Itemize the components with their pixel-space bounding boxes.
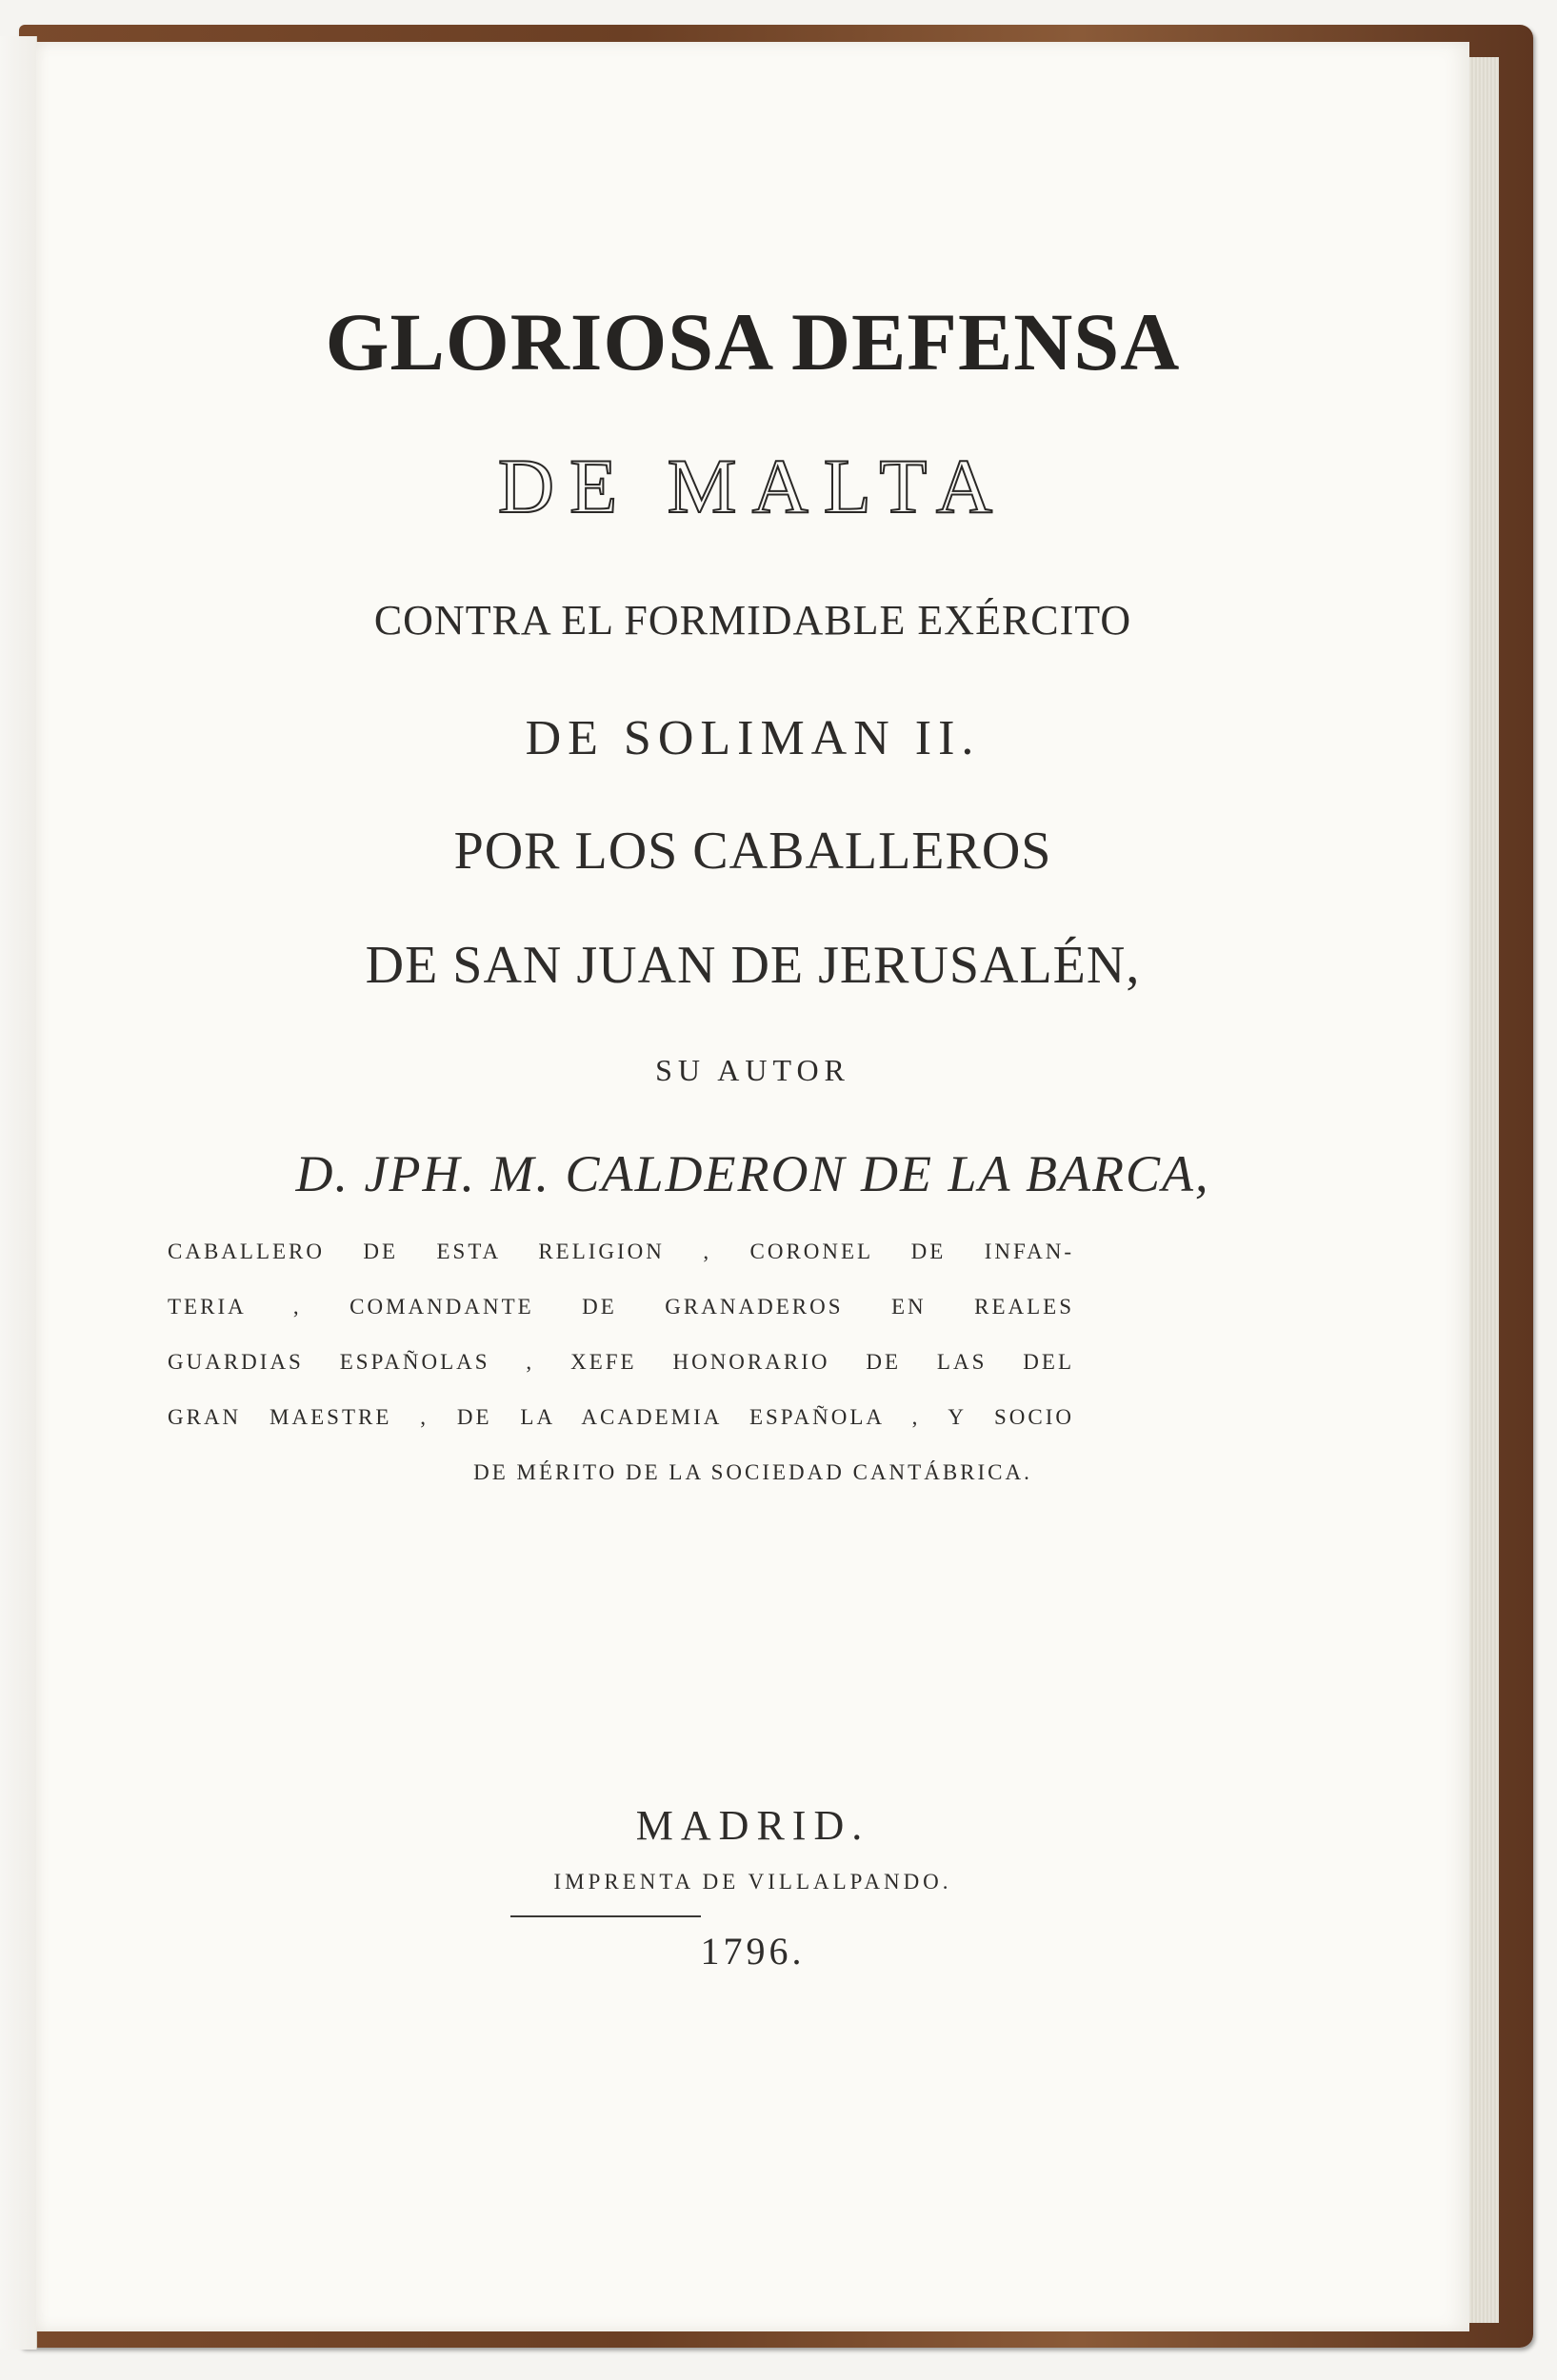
author-name: D. JPH. M. CALDERON DE LA BARCA, — [295, 1145, 1210, 1202]
author-description-line: GRAN MAESTRE , DE LA ACADEMIA ESPAÑOLA , Y SOCIO — [168, 1405, 1074, 1429]
facing-page — [0, 36, 37, 2350]
imprint-year: 1796. — [700, 1930, 806, 1973]
author-description-line: CABALLERO DE ESTA RELIGION , CORONEL DE INFAN- — [168, 1240, 1074, 1263]
imprint-rule — [510, 1915, 701, 1917]
imprint-city: MADRID. — [635, 1802, 870, 1849]
page-edges — [1467, 57, 1499, 2323]
author-description-line: GUARDIAS ESPAÑOLAS , XEFE HONORARIO DE LAS DEL — [168, 1350, 1074, 1374]
title-line-2: DE MALTA — [497, 443, 1008, 529]
author-description-line: DE MÉRITO DE LA SOCIEDAD CANTÁBRICA. — [473, 1460, 1032, 1484]
title-line-1: GLORIOSA DEFENSA — [325, 296, 1181, 387]
subtitle-line-1: CONTRA EL FORMIDABLE EXÉRCITO — [373, 597, 1132, 644]
subtitle-line-2: DE SOLIMAN II. — [525, 711, 981, 765]
title-page — [36, 42, 1469, 2331]
subtitle-line-4: DE SAN JUAN DE JERUSALÉN, — [365, 936, 1141, 995]
author-description-line: TERIA , COMANDANTE DE GRANADEROS EN REALES — [168, 1295, 1074, 1319]
subtitle-line-3: POR LOS CABALLEROS — [453, 822, 1052, 881]
imprint-press: IMPRENTA DE VILLALPANDO. — [553, 1870, 952, 1894]
author-label: SU AUTOR — [655, 1053, 850, 1087]
